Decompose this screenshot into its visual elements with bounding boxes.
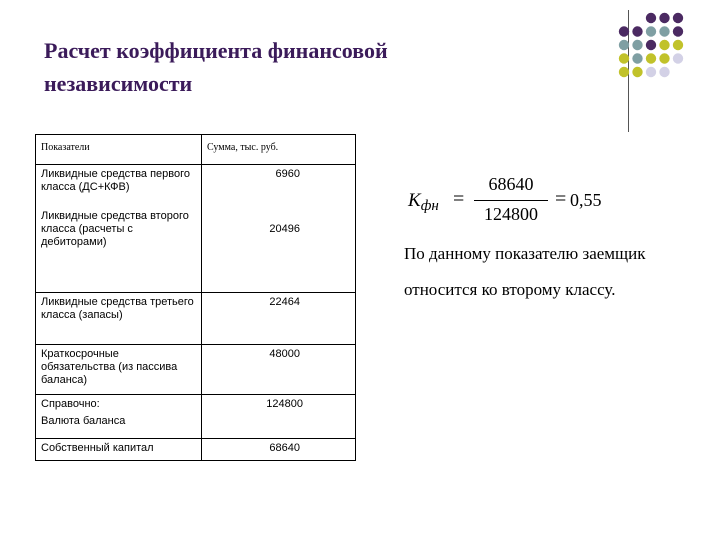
header-amount: Сумма, тыс. руб.	[202, 135, 356, 165]
decorative-dot	[619, 26, 629, 36]
row-value: 6960	[275, 168, 300, 180]
row-value: 22464	[202, 293, 356, 345]
decorative-dot	[673, 13, 683, 23]
formula-symbol: K	[408, 190, 421, 211]
decorative-dot	[673, 53, 683, 63]
fraction-bar	[474, 200, 548, 201]
row-label: Собственный капитал	[36, 439, 202, 461]
formula-subscript: фн	[420, 198, 439, 214]
formula-equals: =	[555, 188, 567, 210]
decorative-dot	[659, 67, 669, 77]
table-header-row	[36, 135, 356, 165]
formula-denominator: 124800	[484, 204, 538, 224]
table-row	[36, 165, 356, 293]
decorative-dot	[619, 67, 629, 77]
finance-table	[35, 134, 356, 461]
table-row	[36, 293, 356, 345]
ratio-formula	[398, 170, 638, 234]
row-value: 124800	[202, 395, 356, 439]
conclusion-text: По данному показателю заемщик относится ко второму классу.	[404, 244, 646, 299]
decorative-dot	[673, 40, 683, 50]
page-title: Расчет коэффициента финансовой независимости	[44, 38, 388, 96]
row-value: 48000	[202, 345, 356, 395]
row-label: Ликвидные средства второго класса (расчеты с дебиторами)	[41, 210, 189, 248]
decorative-dot	[659, 26, 669, 36]
row-label: Ликвидные средства первого класса (ДС+КФВ)	[41, 168, 190, 193]
header-indicators: Показатели	[36, 135, 202, 165]
decorative-dot	[632, 67, 642, 77]
row-label: Валюта баланса	[41, 415, 126, 427]
formula-equals: =	[453, 188, 465, 210]
decorative-dot	[659, 40, 669, 50]
decorative-dot	[619, 40, 629, 50]
formula-numerator: 68640	[488, 174, 534, 194]
row-label: Ликвидные средства третьего класса (запасы)	[36, 293, 202, 345]
decorative-dot	[632, 40, 642, 50]
row-value: 68640	[202, 439, 356, 461]
row-label: Справочно:	[41, 398, 100, 410]
decorative-dot	[659, 53, 669, 63]
table-row	[36, 345, 356, 395]
row-label: Краткосрочные обязательства (из пассива баланса)	[36, 345, 202, 395]
decorative-dot	[619, 53, 629, 63]
decorative-dot	[646, 67, 656, 77]
table-row	[36, 395, 356, 439]
decorative-dot	[673, 26, 683, 36]
decorative-dot	[632, 53, 642, 63]
decorative-dot	[659, 13, 669, 23]
formula-result: 0,55	[570, 190, 602, 210]
decorative-dot	[632, 26, 642, 36]
table-row	[36, 439, 356, 461]
decorative-dot	[646, 13, 656, 23]
decorative-dot-grid	[618, 12, 708, 132]
decorative-dot	[646, 53, 656, 63]
decorative-dot	[646, 40, 656, 50]
decorative-dot	[646, 26, 656, 36]
row-value: 20496	[269, 223, 300, 235]
